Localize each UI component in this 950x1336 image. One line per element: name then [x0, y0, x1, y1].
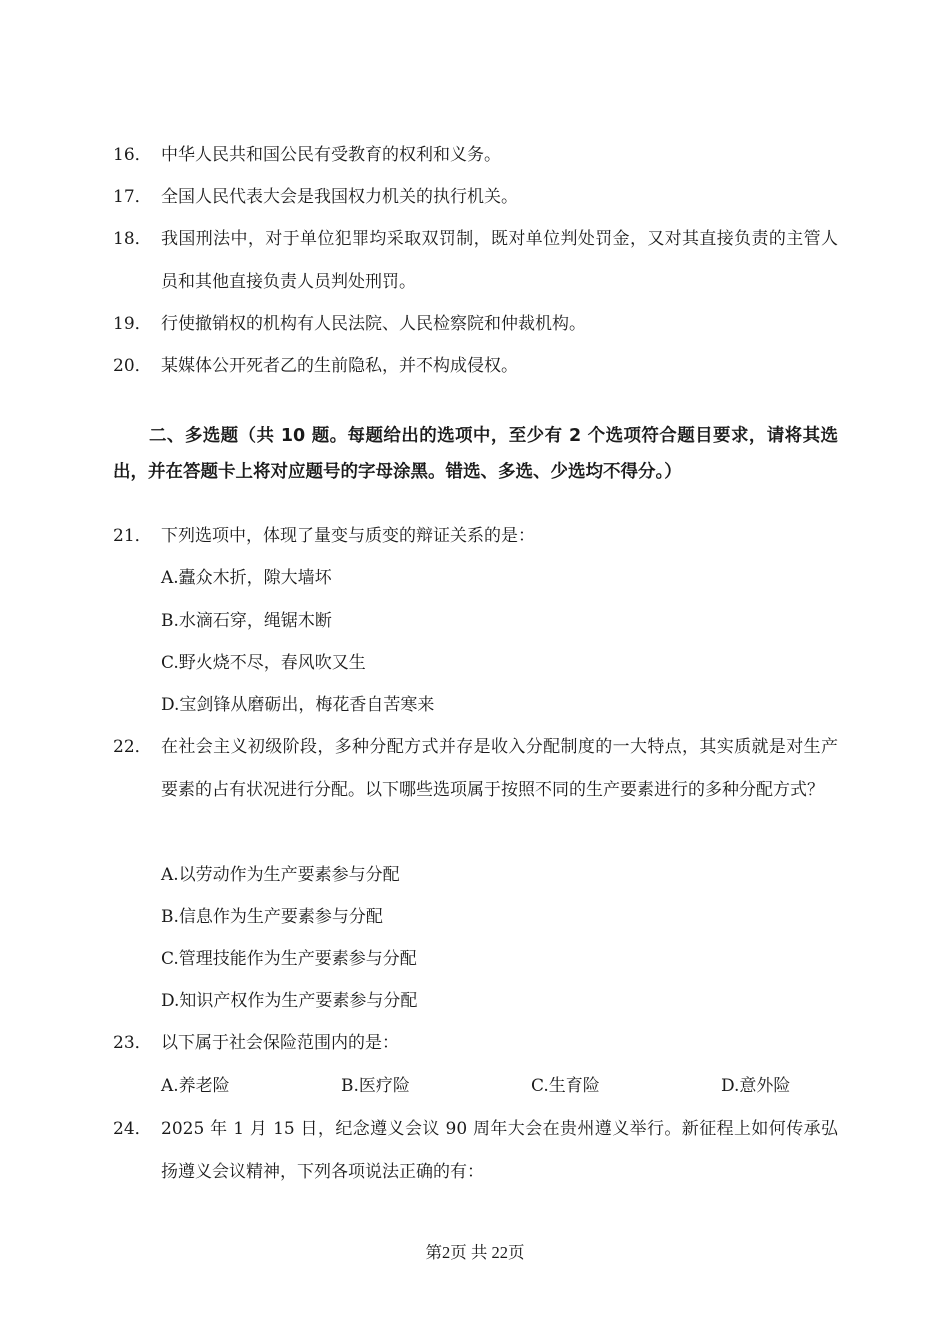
option-b: B.水滴石穿，绳锯木断 — [161, 611, 332, 631]
question-text: 以下属于社会保险范围内的是： — [161, 1033, 399, 1053]
question-22 — [113, 726, 838, 811]
question-text: 在社会主义初级阶段，多种分配方式并存是收入分配制度的一大特点，其实质就是对生产要素的占有状况进行分配。以下哪些选项属于按照不同的生产要素进行的多种分配方式？ — [161, 737, 838, 800]
question-16 — [113, 134, 838, 177]
option-d: D.宝剑锋从磨砺出，梅花香自苦寒来 — [161, 695, 435, 715]
option-b: B.信息作为生产要素参与分配 — [161, 907, 383, 927]
section-heading: 二、多选题（共 10 题。每题给出的选项中，至少有 2 个选项符合题目要求，请将其选出，并在答题卡上将对应题号的字母涂黑。错选、多选、少选均不得分。） — [113, 426, 838, 482]
question-number: 16． — [113, 145, 152, 165]
option-b: B.医疗险 — [341, 1076, 410, 1096]
question-number: 19． — [113, 314, 152, 334]
option-c: C.管理技能作为生产要素参与分配 — [161, 949, 417, 969]
question-number: 22． — [113, 737, 152, 757]
option-a: A.蠹众木折，隙大墙坏 — [161, 568, 332, 588]
question-text: 行使撤销权的机构有人民法院、人民检察院和仲裁机构。 — [161, 314, 586, 334]
option-c: C.野火烧不尽，春风吹又生 — [161, 653, 366, 673]
option-a: A.以劳动作为生产要素参与分配 — [161, 865, 400, 885]
question-number: 20． — [113, 356, 152, 376]
option-c: C.生育险 — [531, 1076, 600, 1096]
option-d: D.知识产权作为生产要素参与分配 — [161, 991, 418, 1011]
question-21 — [113, 515, 838, 558]
question-text: 下列选项中，体现了量变与质变的辩证关系的是： — [161, 526, 535, 546]
question-17 — [113, 176, 838, 219]
question-text: 全国人民代表大会是我国权力机关的执行机关。 — [161, 187, 518, 207]
question-text: 某媒体公开死者乙的生前隐私，并不构成侵权。 — [161, 356, 518, 376]
option-d: D.意外险 — [721, 1076, 791, 1096]
question-number: 17． — [113, 187, 152, 207]
option-a: A.养老险 — [161, 1076, 230, 1096]
question-number: 23． — [113, 1033, 152, 1053]
question-text: 2025 年 1 月 15 日，纪念遵义会议 90 周年大会在贵州遵义举行。新征程上如何传承弘扬遵义会议精神，下列各项说法正确的有： — [161, 1119, 838, 1182]
question-18 — [113, 218, 838, 303]
question-number: 21． — [113, 526, 152, 546]
page-footer: 第2页 共 22页 — [425, 1243, 525, 1262]
question-20 — [113, 345, 838, 388]
question-text: 我国刑法中，对于单位犯罪均采取双罚制，既对单位判处罚金，又对其直接负责的主管人员和其他直接负责人员判处刑罚。 — [161, 229, 838, 292]
question-23 — [113, 1022, 838, 1065]
question-text: 中华人民共和国公民有受教育的权利和义务。 — [161, 145, 501, 165]
question-number: 24． — [113, 1119, 152, 1139]
question-number: 18． — [113, 229, 152, 249]
question-19 — [113, 303, 838, 346]
question-24 — [113, 1108, 838, 1193]
